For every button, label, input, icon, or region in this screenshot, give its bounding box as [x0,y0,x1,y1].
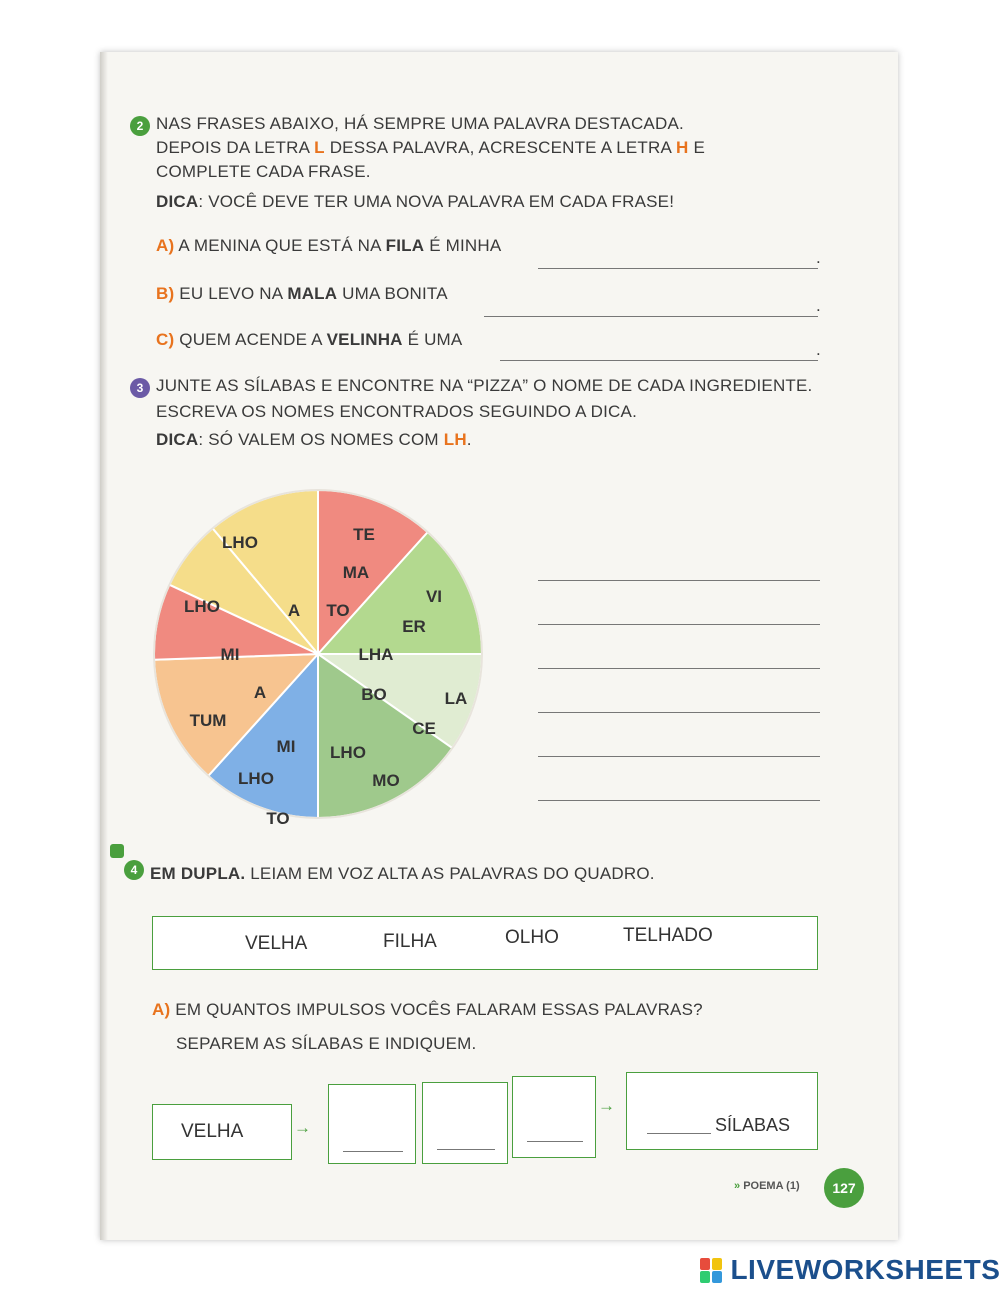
pizza-answer-3[interactable] [538,648,820,669]
pizza-answer-6[interactable] [538,780,820,801]
item-post: UMA BONITA [342,284,448,303]
syllable-box-2 [422,1082,508,1164]
item-pre: A MENINA QUE ESTÁ NA [178,236,381,255]
letter-h: H [676,138,689,157]
section-tag [734,1180,800,1192]
syllable-input-2[interactable] [437,1129,495,1150]
syllable-box-3 [512,1076,596,1158]
liveworksheets-brand [700,1254,1000,1288]
period-b: . [816,296,821,315]
item-letter: C) [156,330,175,349]
pizza-syllable: CE [412,719,436,738]
pizza-syllable: MI [220,645,240,664]
answer-c-input[interactable] [500,340,818,361]
tip-letters: LH [443,430,467,449]
item-post: É MINHA [429,236,502,255]
arrow-icon: → [598,1096,616,1115]
exercise-3-line1: JUNTE AS SÍLABAS E ENCONTRE NA “PIZZA” O NOME DE CADA INGREDIENTE. [156,376,813,395]
tip-text: : VOCÊ DEVE TER UMA NOVA PALAVRA EM CADA FRASE! [198,192,675,211]
exercise-2-item-c [156,330,462,350]
answer-a-input[interactable] [538,248,818,269]
words-box [152,916,818,970]
item-bold-word: FILA [385,236,425,255]
double-chevron-icon: » [734,1180,741,1192]
pizza-answer-2[interactable] [538,604,820,625]
pizza-syllable: ER [402,617,426,636]
tip-end: . [466,430,472,449]
pizza-syllable: A [253,683,267,702]
example-word-box [152,1104,292,1160]
pizza-answer-4[interactable] [538,692,820,713]
item-pre: QUEM ACENDE A [179,330,322,349]
line2-post: DESSA PALAVRA, ACRESCENTE A LETRA [329,138,672,157]
answer-b-input[interactable] [484,296,818,317]
exercise-2-line3: COMPLETE CADA FRASE. [156,162,371,181]
exercise-2-item-b [156,284,448,304]
pizza-syllable: TO [266,809,290,828]
item-letter: B) [156,284,175,303]
letter-l: L [314,138,325,157]
pizza-syllable: LHO [184,597,220,616]
question-letter: A) [152,1000,171,1019]
syllable-input-3[interactable] [527,1121,583,1142]
liveworksheets-logo-icon [700,1256,724,1284]
period-c: . [816,340,821,359]
pizza-syllable: MA [342,563,370,582]
question-text: EM QUANTOS IMPULSOS VOCÊS FALARAM ESSAS PALAVRAS? [175,1000,703,1019]
title-rest: LEIAM EM VOZ ALTA AS PALAVRAS DO QUADRO. [250,864,655,883]
pizza-syllable: A [287,601,301,620]
exercise-2-tip [156,192,674,212]
period-a: . [816,248,821,267]
exercise-3-number: 3 [130,378,150,398]
pizza-syllable: LHO [330,743,366,762]
exercise-2-line1: NAS FRASES ABAIXO, HÁ SEMPRE UMA PALAVRA DESTACADA. [156,114,684,133]
pizza-syllable: TO [326,601,350,620]
arrow-icon: → [294,1118,312,1137]
tip-label: DICA [156,192,199,211]
count-box [626,1072,818,1150]
exercise-3-tip [156,430,472,450]
line2-end: E [693,138,705,157]
page-number: 127 [824,1168,864,1208]
pizza-syllable: LA [444,689,468,708]
pizza-answer-1[interactable] [538,560,820,581]
word-filha: FILHA [383,931,437,952]
item-bold-word: VELINHA [326,330,403,349]
pizza-syllable: MI [276,737,296,756]
tip-label: DICA [156,430,199,449]
exercise-4-title [150,864,655,884]
pizza-syllable: BO [361,685,387,704]
pizza-syllable: LHO [222,533,258,552]
tip-text: : SÓ VALEM OS NOMES COM [198,430,439,449]
pair-icon [110,844,124,858]
item-bold-word: MALA [287,284,338,303]
brand-name: LIVEWORKSHEETS [730,1254,1000,1285]
syllable-count-input[interactable] [647,1113,711,1134]
example-word: VELHA [181,1121,244,1142]
syllable-box-1 [328,1084,416,1164]
item-pre: EU LEVO NA [179,284,283,303]
exercise-4-number: 4 [124,860,144,880]
pizza-syllable: TE [353,525,375,544]
exercise-4-question-line2: SEPAREM AS SÍLABAS E INDIQUEM. [176,1034,477,1053]
exercise-2-number: 2 [130,116,150,136]
pizza-syllable: LHO [238,769,274,788]
worksheet-page [100,52,898,1240]
syllables-label: SÍLABAS [715,1115,791,1135]
section-name: POEMA (1) [743,1180,800,1192]
book-spine [100,52,108,1240]
exercise-2-item-a [156,236,501,256]
exercise-2-line2 [156,138,705,158]
line2-pre: DEPOIS DA LETRA [156,138,310,157]
syllable-pizza [152,476,486,830]
item-post: É UMA [407,330,463,349]
word-olho: OLHO [505,927,559,948]
syllable-input-1[interactable] [343,1131,403,1152]
word-velha: VELHA [245,933,308,954]
pizza-syllable: TUM [189,711,227,730]
exercise-3-line2: ESCREVA OS NOMES ENCONTRADOS SEGUINDO A DICA. [156,402,637,421]
title-bold: EM DUPLA. [150,864,246,883]
pizza-answer-5[interactable] [538,736,820,757]
pizza-syllable: MO [372,771,400,790]
item-letter: A) [156,236,175,255]
word-telhado: TELHADO [623,925,713,946]
exercise-4-question-line1 [152,1000,703,1020]
pizza-syllable: VI [425,587,443,606]
pizza-syllable: LHA [358,645,394,664]
